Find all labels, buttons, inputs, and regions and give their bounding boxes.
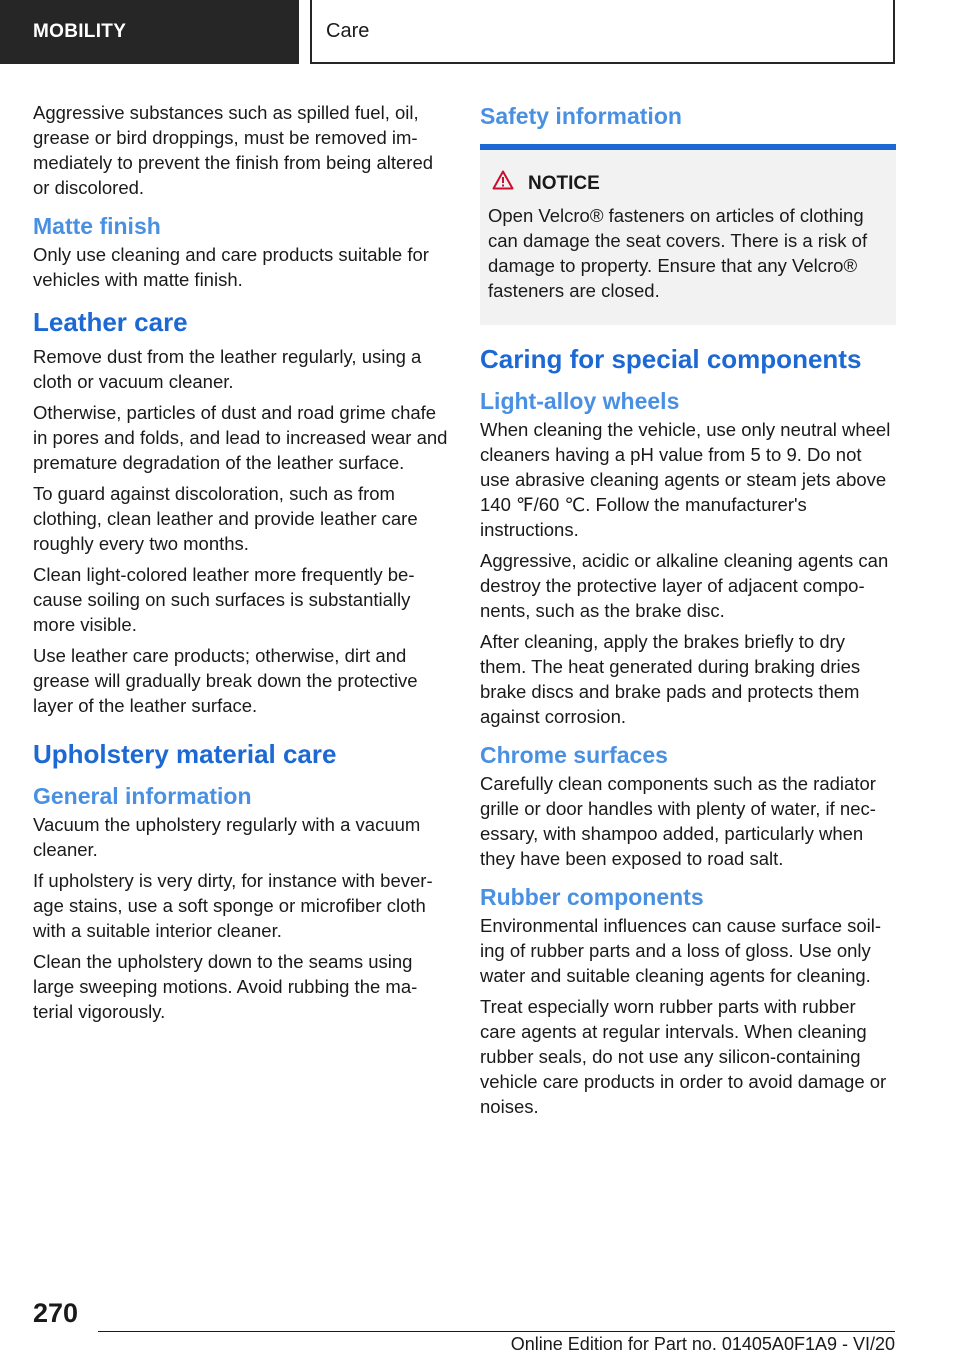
leather-care-text-3: To guard against discoloration, such as from clothing, clean leather and provide leather care roughly every two months. (33, 483, 418, 554)
leather-care-text-2: Otherwise, particles of dust and road grime chafe in pores and folds, and lead to increased wear and premature degradation of the leather surface. (33, 402, 448, 473)
light-alloy-wheels-text-3: After cleaning, apply the brakes briefly to dry them. The heat generated during braking dries brake discs and brake pads and protects them against corrosion. (480, 631, 861, 727)
leather-care-text-4: Clean light-colored leather more frequently because soiling on such surfaces is substantially more visible. (33, 564, 415, 635)
right-column (480, 100, 896, 1125)
matte-finish-text: Only use cleaning and care products suitable for vehicles with matte finish. (33, 244, 429, 290)
rubber-components-text-2: Treat especially worn rubber parts with rubber care agents at regular intervals. When cleaning rubber seals, do not use any silicon-containing vehicle care products in order to avoid damage or noises. (480, 996, 887, 1117)
general-information-text-1: Vacuum the upholstery regularly with a vacuum cleaner. (33, 814, 421, 860)
general-information-text-2: If upholstery is very dirty, for instance with beverage stains, use a soft sponge or microfiber cloth with a suitable interior cleaner. (33, 870, 433, 941)
safety-information-heading: Safety information (480, 102, 896, 150)
footer-edition: Online Edition for Part no. 01405A0F1A9 - VI/20 (510, 1334, 895, 1354)
light-alloy-wheels-heading: Light-alloy wheels (480, 388, 680, 414)
rubber-components-heading: Rubber components (480, 884, 704, 910)
header-section (0, 0, 299, 64)
matte-finish-heading: Matte finish (33, 213, 161, 239)
rubber-components-text-1: Environmental influences can cause surface soiling of rubber parts and a loss of gloss. Use only water and suitable cleaning agents for cleaning. (480, 915, 882, 986)
header-title-box (310, 0, 895, 64)
warning-triangle-icon (488, 170, 528, 197)
special-components-heading: Caring for special components (480, 344, 862, 374)
notice-box (480, 150, 896, 325)
chrome-surfaces-heading: Chrome surfaces (480, 742, 668, 768)
page-number: 270 (33, 1298, 79, 1328)
notice-title-row (488, 170, 888, 197)
leather-care-text-1: Remove dust from the leather regularly, using a cloth or vacuum cleaner. (33, 346, 422, 392)
left-column (33, 100, 448, 1030)
leather-care-heading: Leather care (33, 307, 188, 337)
notice-text: Open Velcro® fasteners on articles of clothing can damage the seat covers. There is a risk of damage to property. Ensure that any Velcro® fasteners are closed. (488, 205, 868, 301)
notice-label: NOTICE (528, 173, 600, 194)
light-alloy-wheels-text-1: When cleaning the vehicle, use only neutral wheel cleaners having a pH value from 5 to 9. Do not use abrasive cleaning agents or steam jets above 140 ℉/60 ℃. Follow the manufacturer's instructions. (480, 419, 891, 540)
general-information-heading: General information (33, 783, 252, 809)
intro-paragraph: Aggressive substances such as spilled fuel, oil, grease or bird droppings, must be removed immediately to prevent the finish from being altered or discolored. (33, 102, 434, 198)
header-section-label: MOBILITY (33, 21, 127, 42)
upholstery-care-heading: Upholstery material care (33, 739, 337, 769)
header-title: Care (326, 19, 370, 42)
general-information-text-3: Clean the upholstery down to the seams using large sweeping motions. Avoid rubbing the material vigorously. (33, 951, 418, 1022)
chrome-surfaces-text: Carefully clean components such as the radiator grille or door handles with plenty of water, if necessary, with shampoo added, particularly when they have been exposed to road salt. (480, 773, 876, 869)
light-alloy-wheels-text-2: Aggressive, acidic or alkaline cleaning agents can destroy the protective layer of adjacent components, such as the brake disc. (480, 550, 889, 621)
leather-care-text-5: Use leather care products; otherwise, dirt and grease will gradually break down the protective layer of the leather surface. (33, 645, 418, 716)
